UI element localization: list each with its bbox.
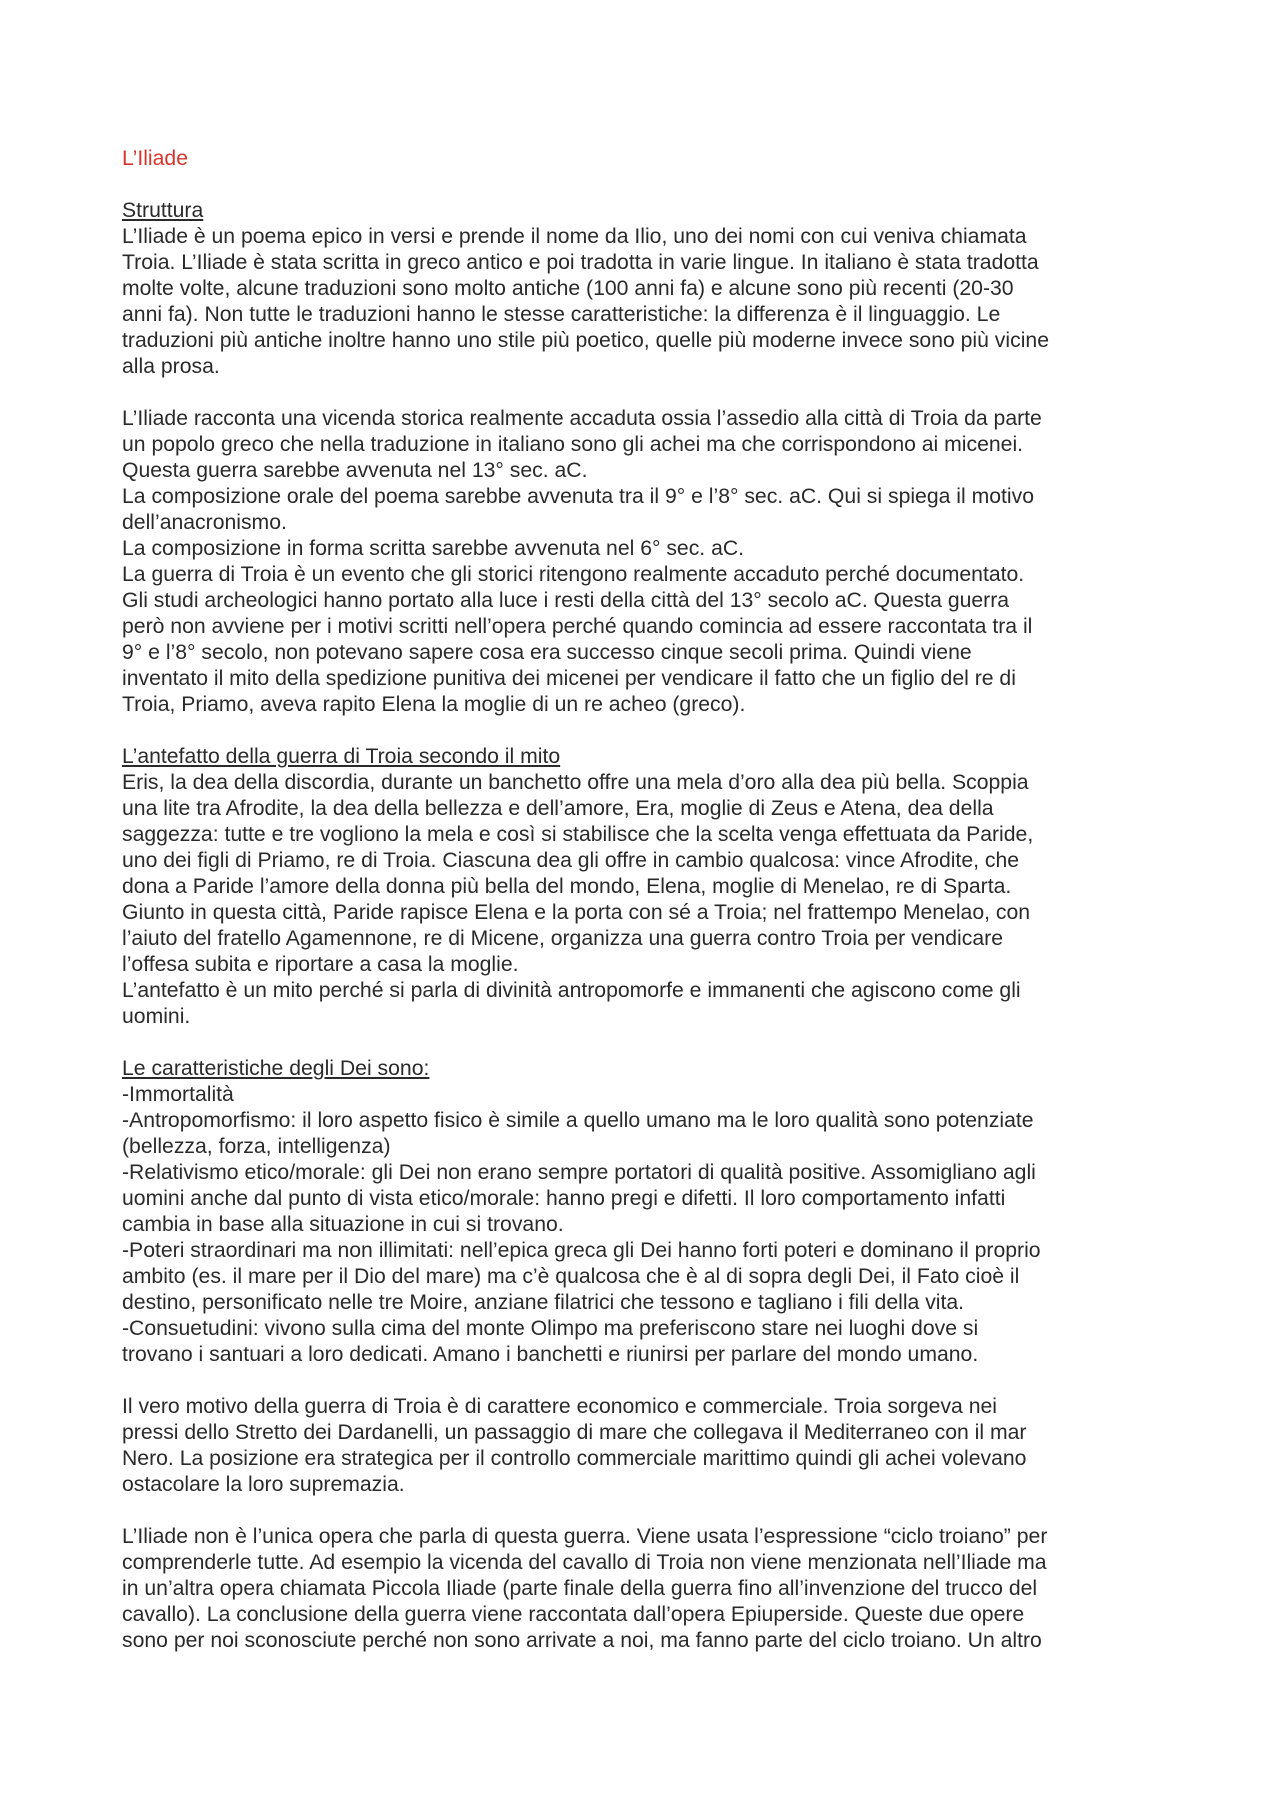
text-line: Troia, Priamo, aveva rapito Elena la moglie di un re acheo (greco). <box>122 693 746 716</box>
text-line: cambia in base alla situazione in cui si trovano. <box>122 1213 564 1236</box>
text-line: alla prosa. <box>122 355 220 378</box>
text-line: pressi dello Stretto dei Dardanelli, un passaggio di mare che collegava il Mediterraneo con il mar <box>122 1421 1027 1444</box>
text-line: Gli studi archeologici hanno portato alla luce i resti della città del 13° secolo aC. Questa guerra <box>122 589 1010 612</box>
text-line: cavallo). La conclusione della guerra viene raccontata dall’opera Epiuperside. Queste due opere <box>122 1603 1025 1626</box>
text-line: La composizione in forma scritta sarebbe avvenuta nel 6° sec. aC. <box>122 537 745 560</box>
text-line: L’antefatto è un mito perché si parla di divinità antropomorfe e immanenti che agiscono come gli <box>122 979 1021 1002</box>
text-line: però non avviene per i motivi scritti nell’opera perché quando comincia ad essere raccontata tra il <box>122 615 1033 638</box>
text-line: traduzioni più antiche inoltre hanno uno stile più poetico, quelle più moderne invece sono più vicine <box>122 329 1049 352</box>
text-line: una lite tra Afrodite, la dea della bellezza e dell’amore, Era, moglie di Zeus e Atena, dea della <box>122 797 994 820</box>
text-line: L’Iliade racconta una vicenda storica realmente accaduta ossia l’assedio alla città di Troia da parte <box>122 407 1042 430</box>
document-title: L’Iliade <box>122 147 188 170</box>
text-line: ostacolare la loro supremazia. <box>122 1473 405 1496</box>
text-line: dell’anacronismo. <box>122 511 287 534</box>
document-body <box>122 198 1182 1654</box>
text-line: Troia. L’Iliade è stata scritta in greco antico e poi tradotta in varie lingue. In italiano è stata tradotta <box>122 251 1039 274</box>
section-heading: L’antefatto della guerra di Troia secondo il mito <box>122 745 561 768</box>
paragraph <box>122 770 1182 1030</box>
text-line: La composizione orale del poema sarebbe avvenuta tra il 9° e l’8° sec. aC. Qui si spiega il motivo <box>122 485 1035 508</box>
text-line: inventato il mito della spedizione punitiva dei micenei per vendicare il fatto che un figlio del re di <box>122 667 1016 690</box>
text-line: anni fa). Non tutte le traduzioni hanno le stesse caratteristiche: la differenza è il linguaggio. Le <box>122 303 1001 326</box>
section <box>122 744 1182 1030</box>
text-line: (bellezza, forza, intelligenza) <box>122 1135 391 1158</box>
section <box>122 198 1182 718</box>
text-line: Eris, la dea della discordia, durante un banchetto offre una mela d’oro alla dea più bella. Scoppia <box>122 771 1029 794</box>
text-line: in un’altra opera chiamata Piccola Iliade (parte finale della guerra fino all’invenzione del trucco del <box>122 1577 1038 1600</box>
paragraph <box>122 1524 1182 1654</box>
text-line: La guerra di Troia è un evento che gli storici ritengono realmente accaduto perché documentato. <box>122 563 1025 586</box>
text-line: uno dei figli di Priamo, re di Troia. Ciascuna dea gli offre in cambio qualcosa: vince Afrodite, che <box>122 849 1020 872</box>
text-line: -Immortalità <box>122 1083 234 1106</box>
section-heading: Struttura <box>122 199 204 222</box>
text-line: uomini. <box>122 1005 191 1028</box>
text-line: saggezza: tutte e tre vogliono la mela e così si stabilisce che la scelta venga effettuata da Paride, <box>122 823 1034 846</box>
text-line: l’offesa subita e riportare a casa la moglie. <box>122 953 519 976</box>
text-line: destino, personificato nelle tre Moire, anziane filatrici che tessono e tagliano i fili della vita. <box>122 1291 965 1314</box>
text-line: Il vero motivo della guerra di Troia è di carattere economico e commerciale. Troia sorgeva nei <box>122 1395 997 1418</box>
text-line: L’Iliade è un poema epico in versi e prende il nome da Ilio, uno dei nomi con cui veniva chiamata <box>122 225 1027 248</box>
document-page <box>122 146 1182 1680</box>
text-line: ambito (es. il mare per il Dio del mare) ma c’è qualcosa che è al di sopra degli Dei, il Fato cioè il <box>122 1265 1020 1288</box>
section <box>122 1056 1182 1654</box>
text-line: dona a Paride l’amore della donna più bella del mondo, Elena, moglie di Menelao, re di Sparta. <box>122 875 1012 898</box>
text-line: L’Iliade non è l’unica opera che parla di questa guerra. Viene usata l’espressione “ciclo troiano” per <box>122 1525 1048 1548</box>
text-line: uomini anche dal punto di vista etico/morale: hanno pregi e difetti. Il loro comportamento infatti <box>122 1187 1006 1210</box>
text-line: comprenderle tutte. Ad esempio la vicenda del cavallo di Troia non viene menzionata nell’Iliade ma <box>122 1551 1047 1574</box>
paragraph <box>122 406 1182 718</box>
text-line: -Relativismo etico/morale: gli Dei non erano sempre portatori di qualità positive. Assomigliano agli <box>122 1161 1036 1184</box>
text-line: Questa guerra sarebbe avvenuta nel 13° sec. aC. <box>122 459 588 482</box>
text-line: trovano i santuari a loro dedicati. Amano i banchetti e riunirsi per parlare del mondo umano. <box>122 1343 979 1366</box>
paragraph <box>122 224 1182 380</box>
text-line: Nero. La posizione era strategica per il controllo commerciale marittimo quindi gli achei volevano <box>122 1447 1027 1470</box>
paragraph <box>122 1394 1182 1498</box>
text-line: 9° e l’8° secolo, non potevano sapere cosa era successo cinque secoli prima. Quindi viene <box>122 641 972 664</box>
text-line: sono per noi sconosciute perché non sono arrivate a noi, ma fanno parte del ciclo troiano. Un altro <box>122 1629 1042 1652</box>
section-heading: Le caratteristiche degli Dei sono: <box>122 1057 430 1080</box>
text-line: -Poteri straordinari ma non illimitati: nell’epica greca gli Dei hanno forti poteri e dominano il proprio <box>122 1239 1041 1262</box>
text-line: Giunto in questa città, Paride rapisce Elena e la porta con sé a Troia; nel frattempo Menelao, con <box>122 901 1031 924</box>
text-line: un popolo greco che nella traduzione in italiano sono gli achei ma che corrispondono ai micenei. <box>122 433 1024 456</box>
text-line: molte volte, alcune traduzioni sono molto antiche (100 anni fa) e alcune sono più recenti (20-30 <box>122 277 1014 300</box>
paragraph <box>122 1082 1182 1368</box>
text-line: -Consuetudini: vivono sulla cima del monte Olimpo ma preferiscono stare nei luoghi dove si <box>122 1317 979 1340</box>
text-line: l’aiuto del fratello Agamennone, re di Micene, organizza una guerra contro Troia per vendicare <box>122 927 1003 950</box>
text-line: -Antropomorfismo: il loro aspetto fisico è simile a quello umano ma le loro qualità sono potenziate <box>122 1109 1034 1132</box>
